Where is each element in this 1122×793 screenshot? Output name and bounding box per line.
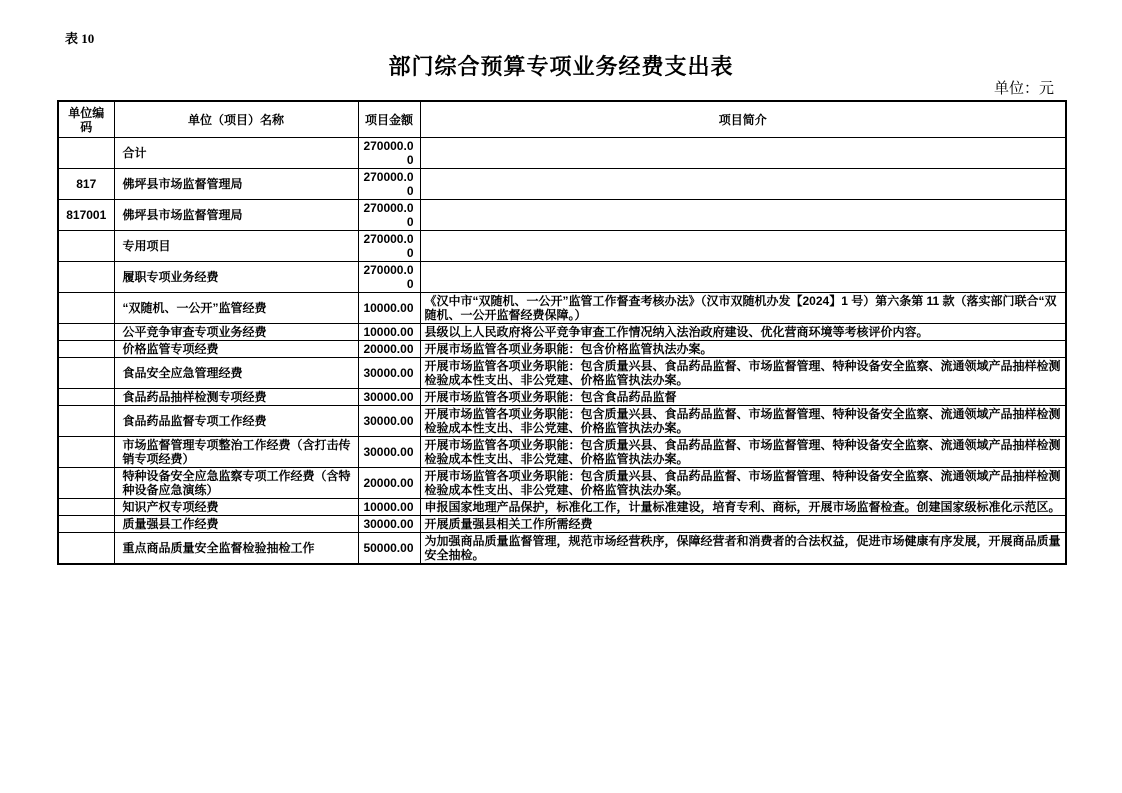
cell-unit-code [58,293,114,324]
cell-name: 专用项目 [114,231,358,262]
col-header-amount: 项目金额 [358,101,420,138]
cell-amount: 10000.00 [358,499,420,516]
cell-amount: 30000.00 [358,358,420,389]
table-row [58,293,1066,324]
budget-table [57,100,1067,565]
cell-unit-code [58,138,114,169]
cell-unit-code [58,341,114,358]
table-row [58,516,1066,533]
cell-description: 开展市场监管各项业务职能：包含质量兴县、食品药品监督、市场监督管理、特种设备安全监察、流通领域产品抽样检测检验成本性支出、非公党建、价格监管执法办案。 [420,468,1066,499]
col-header-name: 单位（项目）名称 [114,101,358,138]
cell-name: 重点商品质量安全监督检验抽检工作 [114,533,358,565]
cell-name: 合计 [114,138,358,169]
cell-name: 市场监督管理专项整治工作经费（含打击传销专项经费） [114,437,358,468]
cell-name: 食品安全应急管理经费 [114,358,358,389]
cell-description: 为加强商品质量监督管理，规范市场经营秩序，保障经营者和消费者的合法权益，促进市场健康有序发展，开展商品质量安全抽检。 [420,533,1066,565]
col-header-unit-code: 单位编码 [58,101,114,138]
cell-unit-code: 817001 [58,200,114,231]
cell-name: 知识产权专项经费 [114,499,358,516]
cell-name: 价格监管专项经费 [114,341,358,358]
cell-unit-code [58,437,114,468]
cell-amount: 30000.00 [358,389,420,406]
cell-amount: 10000.00 [358,324,420,341]
table-row [58,406,1066,437]
cell-unit-code [58,389,114,406]
cell-description: 县级以上人民政府将公平竞争审查工作情况纳入法治政府建设、优化营商环境等考核评价内容。 [420,324,1066,341]
cell-amount: 270000.00 [358,169,420,200]
cell-description: 开展质量强县相关工作所需经费 [420,516,1066,533]
cell-name: 公平竞争审查专项业务经费 [114,324,358,341]
cell-name: 质量强县工作经费 [114,516,358,533]
cell-name: 食品药品监督专项工作经费 [114,406,358,437]
cell-unit-code [58,516,114,533]
table-row [58,324,1066,341]
cell-name: “双随机、一公开”监管经费 [114,293,358,324]
cell-description [420,262,1066,293]
table-row [58,200,1066,231]
unit-note: 单位：元 [993,81,1054,97]
cell-amount: 30000.00 [358,406,420,437]
cell-description [420,200,1066,231]
cell-name: 特种设备安全应急监察专项工作经费（含特种设备应急演练） [114,468,358,499]
cell-amount: 30000.00 [358,516,420,533]
cell-name: 佛坪县市场监督管理局 [114,169,358,200]
cell-amount: 10000.00 [358,293,420,324]
cell-description: 申报国家地理产品保护，标准化工作，计量标准建设，培育专利、商标，开展市场监督检查。创建国家级标准化示范区。 [420,499,1066,516]
table-row [58,389,1066,406]
cell-unit-code [58,499,114,516]
page-title: 部门综合预算专项业务经费支出表 [388,54,734,79]
table-row-total [58,138,1066,169]
cell-name: 履职专项业务经费 [114,262,358,293]
cell-amount: 270000.00 [358,138,420,169]
table-number-label: 表 10 [65,31,95,46]
table-row [58,341,1066,358]
cell-name: 食品药品抽样检测专项经费 [114,389,358,406]
cell-description [420,138,1066,169]
cell-amount: 20000.00 [358,468,420,499]
table-row [58,533,1066,565]
cell-description [420,169,1066,200]
cell-amount: 20000.00 [358,341,420,358]
table-row [58,468,1066,499]
cell-amount: 30000.00 [358,437,420,468]
cell-unit-code [58,468,114,499]
cell-name: 佛坪县市场监督管理局 [114,200,358,231]
cell-amount: 270000.00 [358,231,420,262]
cell-unit-code [58,324,114,341]
cell-unit-code [58,231,114,262]
table-row [58,169,1066,200]
cell-unit-code: 817 [58,169,114,200]
cell-amount: 50000.00 [358,533,420,565]
cell-unit-code [58,406,114,437]
cell-description: 开展市场监管各项业务职能：包含价格监管执法办案。 [420,341,1066,358]
cell-description: 开展市场监管各项业务职能：包含质量兴县、食品药品监督、市场监督管理、特种设备安全监察、流通领域产品抽样检测检验成本性支出、非公党建、价格监管执法办案。 [420,358,1066,389]
cell-amount: 270000.00 [358,200,420,231]
cell-unit-code [58,262,114,293]
col-header-description: 项目简介 [420,101,1066,138]
cell-unit-code [58,358,114,389]
cell-description: 《汉中市“双随机、一公开”监管工作督查考核办法》（汉市双随机办发【2024】1 号）第六条第 11 款（落实部门联合“双随机、一公开监督经费保障。） [420,293,1066,324]
table-row [58,231,1066,262]
cell-description: 开展市场监管各项业务职能：包含食品药品监督 [420,389,1066,406]
table-row [58,358,1066,389]
cell-description [420,231,1066,262]
table-header-row [58,101,1066,138]
cell-amount: 270000.00 [358,262,420,293]
table-row [58,499,1066,516]
cell-unit-code [58,533,114,565]
table-row [58,437,1066,468]
cell-description: 开展市场监管各项业务职能：包含质量兴县、食品药品监督、市场监督管理、特种设备安全监察、流通领域产品抽样检测检验成本性支出、非公党建、价格监管执法办案。 [420,406,1066,437]
cell-description: 开展市场监管各项业务职能：包含质量兴县、食品药品监督、市场监督管理、特种设备安全监察、流通领域产品抽样检测检验成本性支出、非公党建、价格监管执法办案。 [420,437,1066,468]
table-row [58,262,1066,293]
